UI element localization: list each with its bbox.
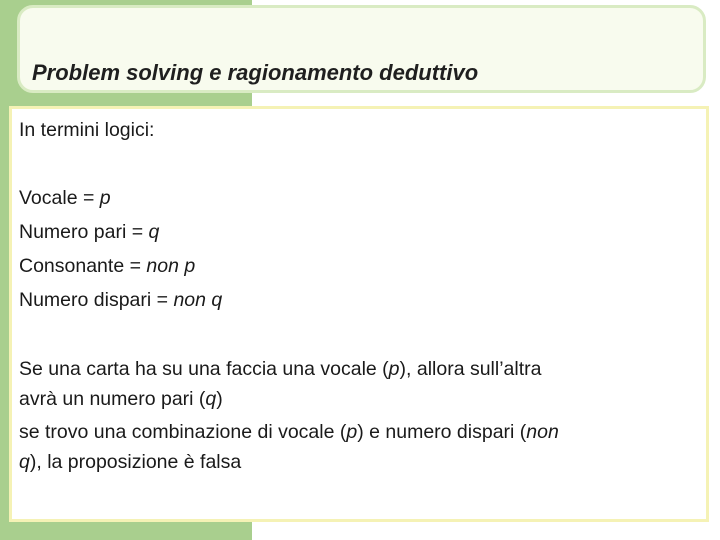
definition-value: p bbox=[99, 187, 111, 209]
text-segment: ), la proposizione è falsa bbox=[29, 451, 242, 473]
variable-non: non bbox=[526, 421, 559, 443]
variable-p: p bbox=[346, 421, 358, 443]
rule-line-2 bbox=[19, 387, 223, 411]
text-segment: Se una carta ha su una faccia una vocale ( bbox=[19, 358, 389, 380]
definition-odd-number bbox=[19, 288, 222, 312]
definition-value: non q bbox=[173, 289, 223, 311]
definition-consonant bbox=[19, 254, 195, 278]
definition-label: Numero dispari = bbox=[19, 289, 174, 311]
variable-q: q bbox=[205, 388, 217, 410]
variable-p: p bbox=[388, 358, 400, 380]
variable-q: q bbox=[19, 451, 30, 473]
intro-text: In termini logici: bbox=[19, 119, 155, 141]
definition-even-number bbox=[19, 220, 159, 244]
text-segment: ), allora sull’altra bbox=[399, 358, 542, 380]
definition-label: Vocale = bbox=[19, 187, 100, 209]
definition-value: q bbox=[148, 221, 160, 243]
definition-vowel bbox=[19, 186, 111, 210]
text-segment: ) e numero dispari ( bbox=[357, 421, 527, 443]
conclusion-line-2 bbox=[19, 450, 241, 474]
definition-label: Consonante = bbox=[19, 255, 147, 277]
conclusion-line-1 bbox=[19, 420, 559, 444]
text-segment: se trovo una combinazione di vocale ( bbox=[19, 421, 347, 443]
slide-title: Problem solving e ragionamento deduttivo bbox=[32, 60, 479, 85]
rule-line-1 bbox=[19, 357, 541, 381]
text-segment: avrà un numero pari ( bbox=[19, 388, 206, 410]
definition-label: Numero pari = bbox=[19, 221, 149, 243]
text-segment: ) bbox=[216, 388, 223, 410]
definition-value: non p bbox=[146, 255, 196, 277]
